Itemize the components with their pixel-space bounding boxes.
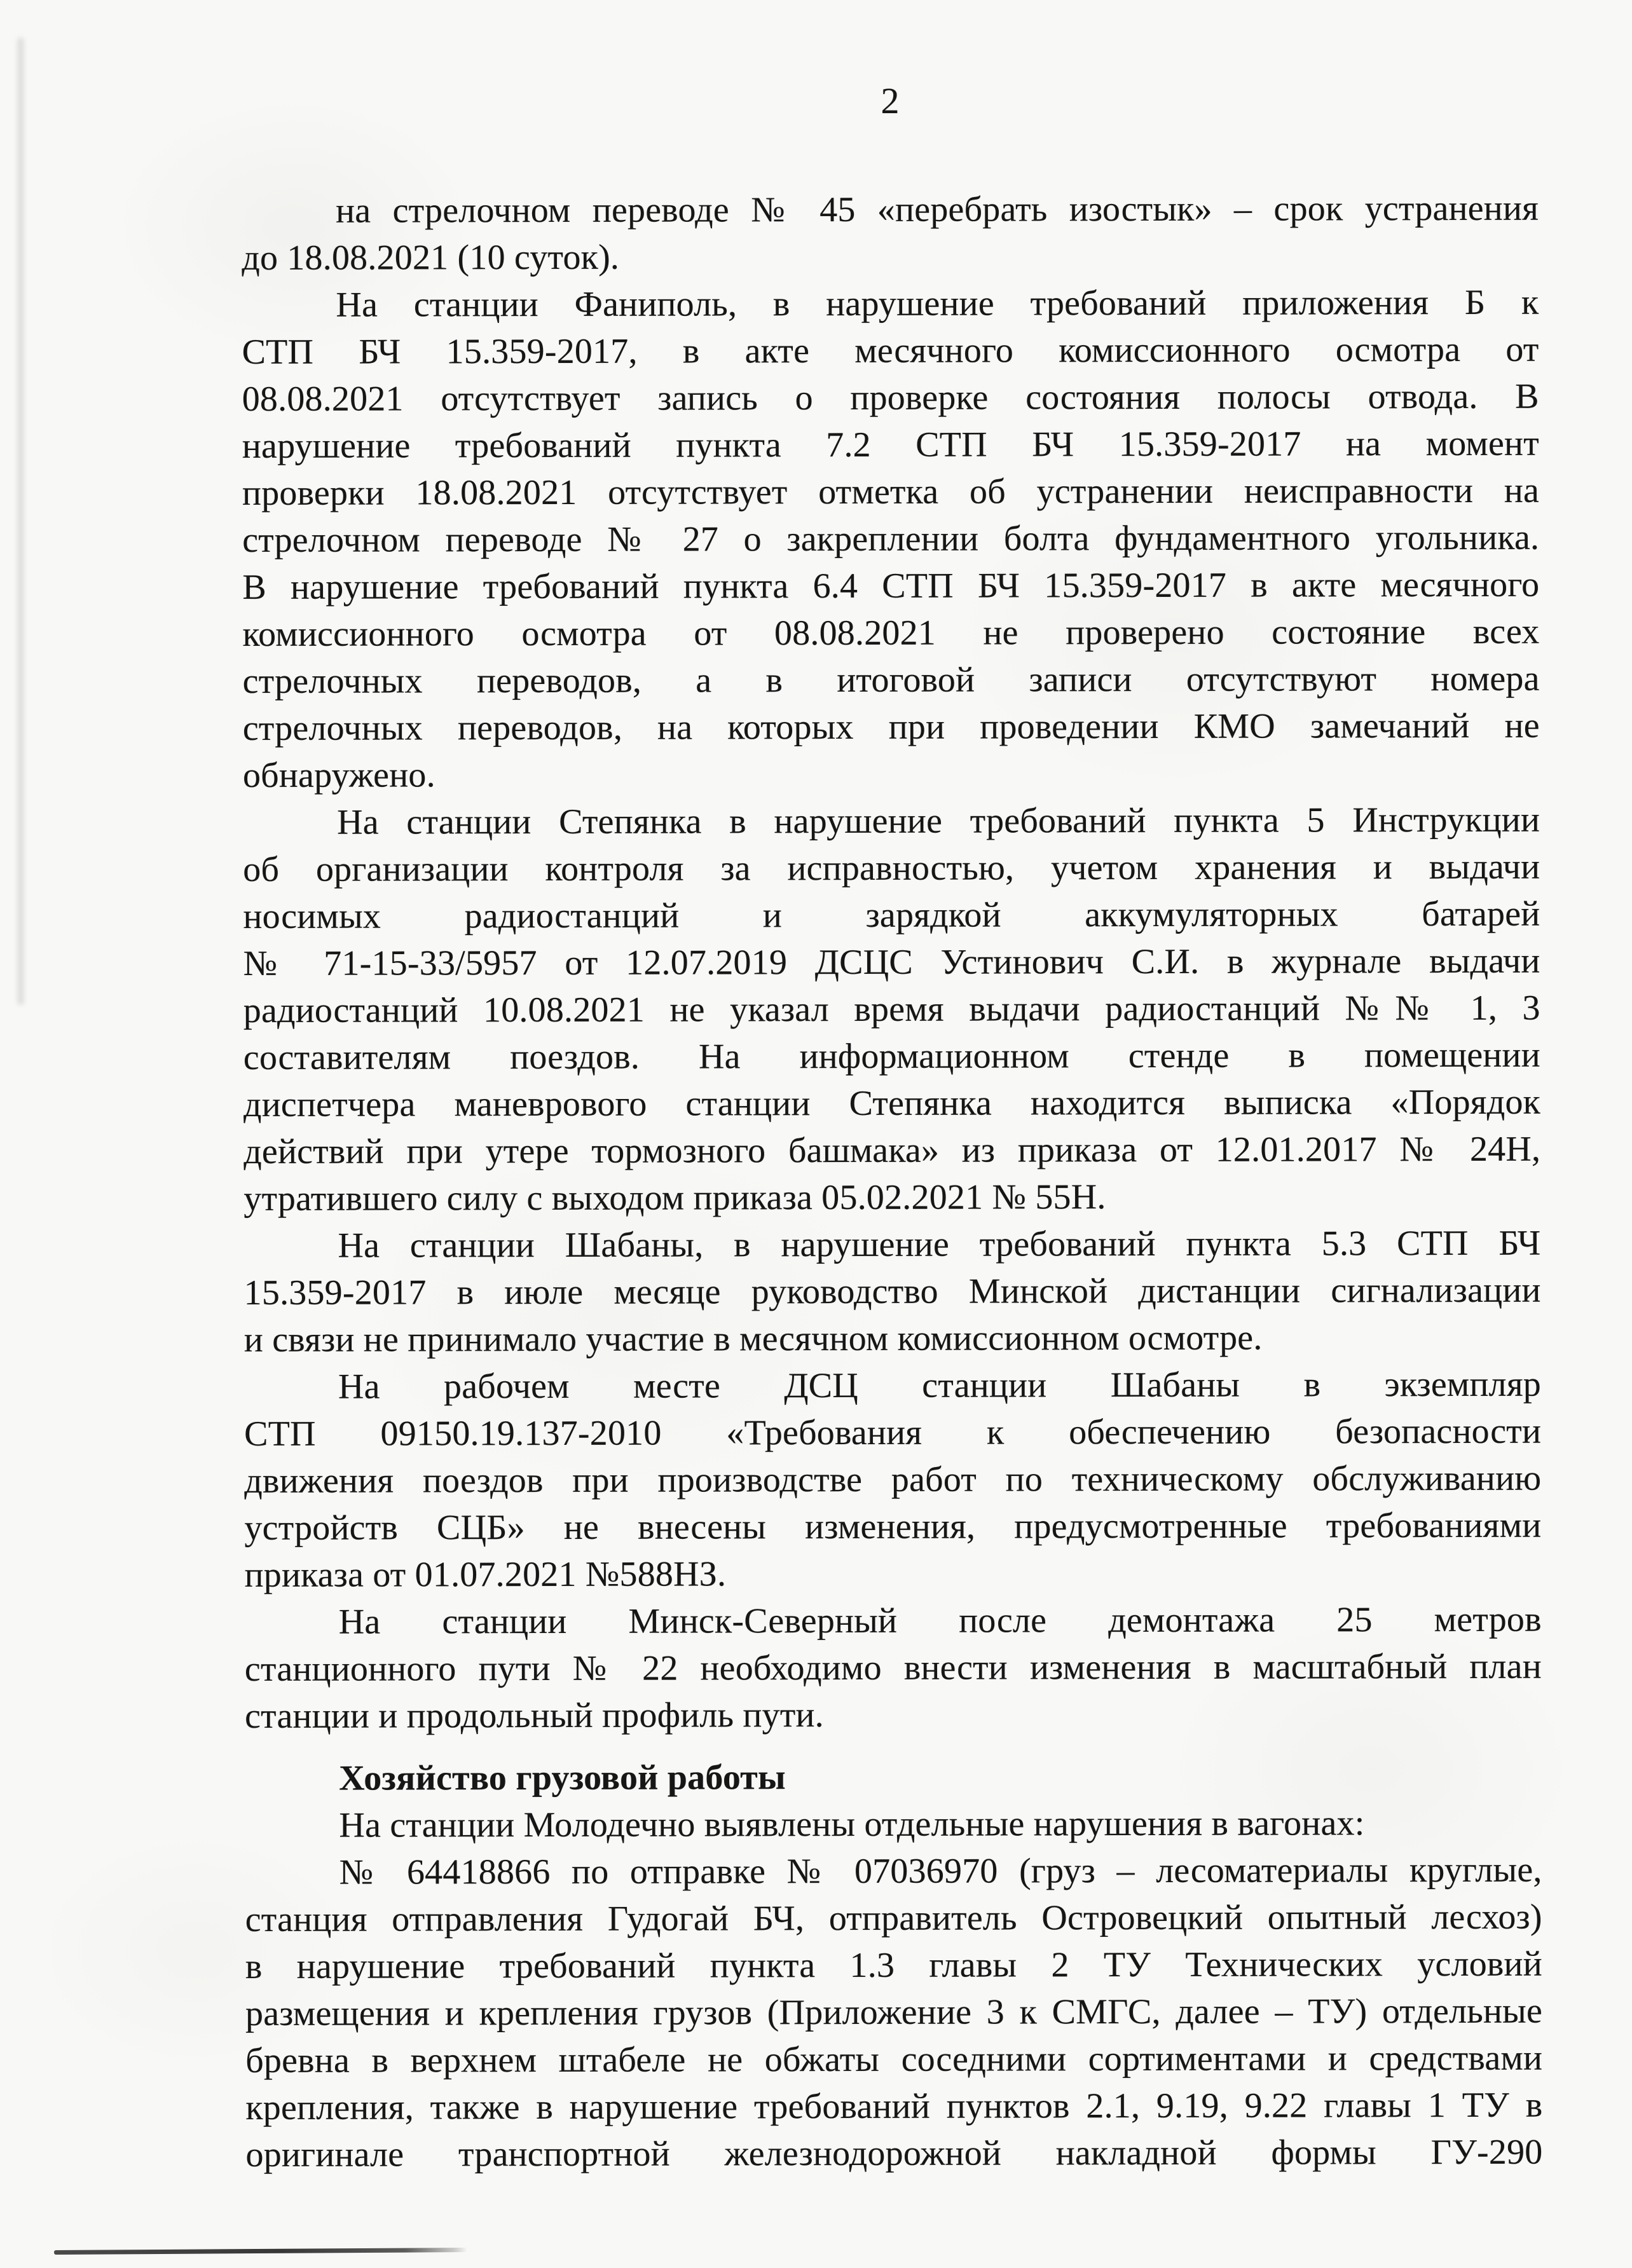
para-stepyanka-line: об организации контроля за исправностью, учетом хранения и выдачи [243, 847, 1540, 889]
para-minsk-severny-line: На станции Минск-Северный после демонтажа 25 метров [338, 1599, 1542, 1642]
para-wagon-64418866-line: размещения и крепления грузов (Приложение 3 к СМГС, далее – ТУ) отдельные [245, 1991, 1543, 2033]
para-wagon-64418866-line: крепления, также в нарушение требований пунктов 2.1, 9.19, 9.22 главы 1 ТУ в [245, 2085, 1543, 2128]
scan-edge-shadow [18, 38, 24, 1004]
para-molodechno-line: На станции Молодечно выявлены отдельные нарушения в вагонах: [339, 1803, 1365, 1845]
para-fanipol-line: нарушение требований пункта 7.2 СТП БЧ 15.359-2017 на момент [242, 423, 1539, 466]
para-shabany-dsc-line: СТП 09150.19.137-2010 «Требования к обеспечению безопасности [244, 1411, 1542, 1454]
para-shabany-signalling-line: На станции Шабаны, в нарушение требований пункта 5.3 СТП БЧ [338, 1223, 1541, 1266]
para-fanipol-line: На станции Фаниполь, в нарушение требований приложения Б к [336, 282, 1539, 325]
document-content [242, 185, 1543, 2178]
para-shabany-dsc-line: устройств СЦБ» не внесены изменения, предусмотренные требованиями [244, 1505, 1542, 1548]
para-wagon-64418866-line: станция отправления Гудогай БЧ, отправитель Островецкий опытный лесхоз) [245, 1897, 1542, 1939]
scan-artifact-line [54, 2248, 467, 2255]
para-stepyanka-line: действий при утере тормозного башмака» из приказа от 12.01.2017 № 24Н, [243, 1129, 1541, 1172]
para-shabany-dsc-line: На рабочем месте ДСЦ станции Шабаны в экземпляр [338, 1364, 1542, 1407]
para-fanipol-line: В нарушение требований пункта 6.4 СТП БЧ 15.359-2017 в акте месячного [242, 564, 1540, 607]
para-fanipol-line: стрелочных переводов, на которых при проведении КМО замечаний не [242, 706, 1540, 748]
para-stepyanka-line: На станции Степянка в нарушение требований пункта 5 Инструкции [337, 800, 1540, 842]
para-stepyanka-line: диспетчера маневрового станции Степянка находится выписка «Порядок [243, 1082, 1541, 1124]
para-fanipol-line: 08.08.2021 отсутствует запись о проверке состояния полосы отвода. В [242, 376, 1539, 419]
para-switch-45-line: на стрелочном переводе № 45 «перебрать изостык» – срок устранения [336, 188, 1539, 231]
para-stepyanka-line: носимых радиостанций и зарядкой аккумуляторных батарей [243, 894, 1540, 936]
para-stepyanka-line: утратившего силу с выходом приказа 05.02.2021 № 55Н. [243, 1177, 1106, 1219]
para-fanipol-line: стрелочном переводе № 27 о закреплении болта фундаментного угольника. [242, 517, 1540, 560]
page-number: 2 [881, 80, 900, 121]
para-wagon-64418866-line: бревна в верхнем штабеле не обжаты соседними сортиментами и средствами [245, 2038, 1543, 2080]
para-wagon-64418866-line: № 64418866 по отправке № 07036970 (груз – лесоматериалы круглые, [339, 1850, 1542, 1892]
para-shabany-signalling-line: и связи не принимало участие в месячном комиссионном осмотре. [243, 1318, 1263, 1360]
para-minsk-severny-line: станционного пути № 22 необходимо внести изменения в масштабный план [244, 1646, 1542, 1689]
para-fanipol-line: СТП БЧ 15.359-2017, в акте месячного комиссионного осмотра от [242, 329, 1539, 372]
para-switch-45-line: до 18.08.2021 (10 суток). [242, 237, 620, 278]
para-shabany-dsc-line: приказа от 01.07.2021 №588НЗ. [244, 1554, 727, 1595]
para-fanipol-line: стрелочных переводов, а в итоговой записи отсутствуют номера [242, 659, 1540, 701]
para-fanipol-line: проверки 18.08.2021 отсутствует отметка об устранении неисправности на [242, 470, 1540, 513]
para-stepyanka-line: составителям поездов. На информационном стенде в помещении [243, 1035, 1540, 1077]
para-wagon-64418866-line: в нарушение требований пункта 1.3 главы 2 ТУ Технических условий [245, 1944, 1542, 1986]
para-wagon-64418866-line: оригинале транспортной железнодорожной накладной формы ГУ-290 [245, 2132, 1543, 2175]
para-fanipol-line: комиссионного осмотра от 08.08.2021 не проверено состояние всех [242, 611, 1540, 654]
section-heading: Хозяйство грузовой работы [339, 1758, 786, 1798]
para-shabany-signalling-line: 15.359-2017 в июле месяце руководство Минской дистанции сигнализации [243, 1270, 1541, 1313]
para-shabany-dsc-line: движения поездов при производстве работ по техническому обслуживанию [244, 1458, 1542, 1501]
para-fanipol-line: обнаружено. [242, 755, 435, 795]
para-stepyanka-line: радиостанций 10.08.2021 не указал время выдачи радиостанций №№ 1, 3 [243, 988, 1540, 1030]
para-minsk-severny-line: станции и продольный профиль пути. [244, 1695, 824, 1736]
para-stepyanka-line: № 71-15-33/5957 от 12.07.2019 ДСЦС Устинович С.И. в журнале выдачи [243, 941, 1540, 983]
